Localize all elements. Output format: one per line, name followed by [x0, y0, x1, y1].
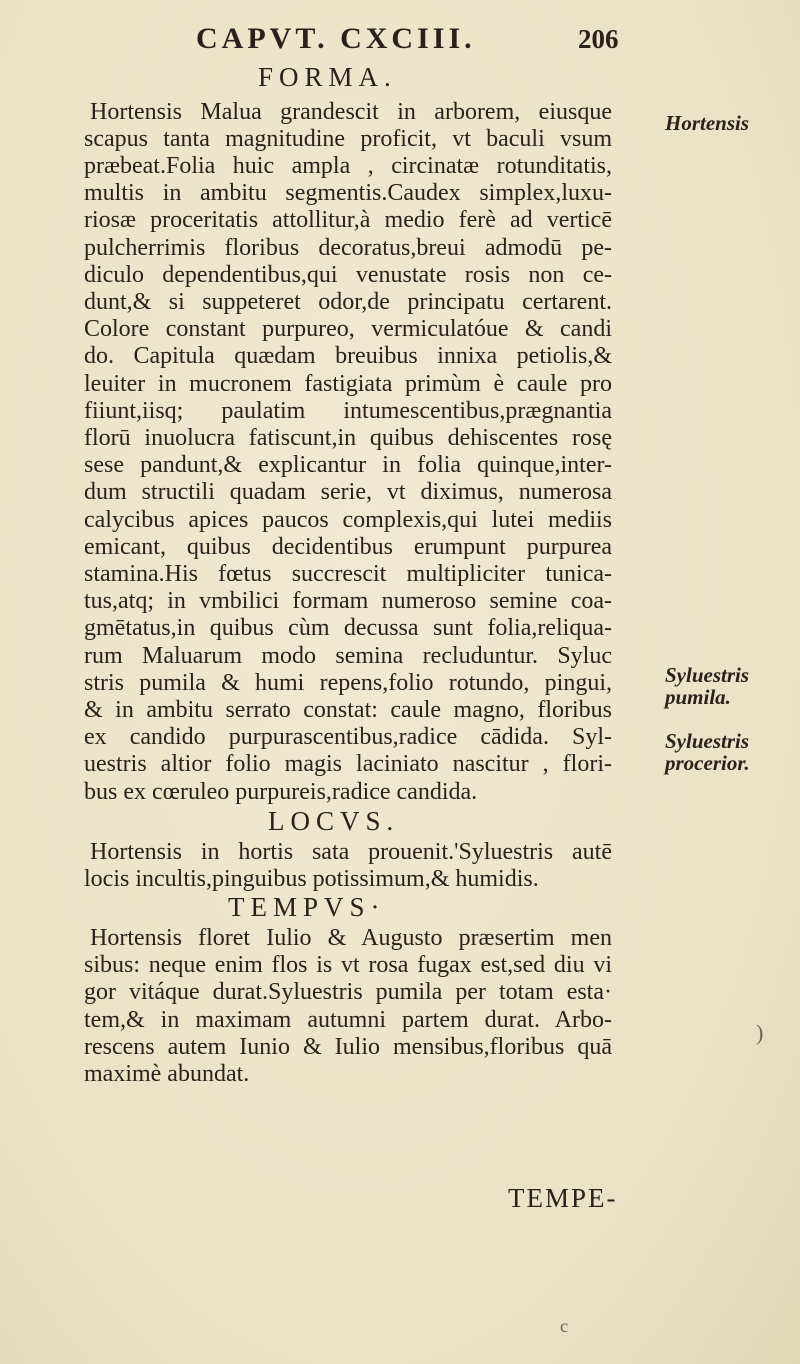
text-line: maximè abundat. [84, 1061, 250, 1087]
marginal-note-syluestris-pumila: Syluestris [665, 663, 750, 687]
text-line: Hortensis Malua grandescit in arborem, eiusque [90, 99, 612, 125]
text-line: sibus: neque enim flos is vt rosa fugax est,sed diu vi [84, 952, 612, 978]
text-line: stris pumila & humi repens,folio rotundo, pingui, [84, 670, 612, 696]
text-line: do. Capitula quædam breuibus innixa petiolis,& [84, 343, 612, 369]
text-line: uestris altior folio magis laciniato nascitur , flori- [84, 751, 612, 777]
text-line: Hortensis floret Iulio & Augusto præsertim men [90, 925, 612, 951]
text-line: leuiter in mucronem fastigiata primùm è caule pro [84, 371, 612, 397]
text-line: dunt,& si suppeteret odor,de principatu certarent. [84, 289, 612, 315]
stray-c-mark: c [560, 1316, 568, 1336]
marginal-note-procerior: procerior. [665, 751, 750, 775]
text-line: fiiunt,iisq; paulatim intumescentibus,prægnantia [84, 398, 612, 424]
text-line: florū inuolucra fatiscunt,in quibus dehiscentes rosę [84, 425, 612, 451]
marginal-note-pumila: pumila. [665, 685, 731, 709]
section-heading-locus: LOCVS. [268, 806, 400, 836]
text-line: rum Maluarum modo semina recluduntur. Syluc [84, 643, 612, 669]
chapter-header: CAPVT. CXCIII. [196, 22, 476, 55]
section-heading-tempus: TEMPVS· [228, 892, 386, 922]
marginal-note-syluestris-procerior: Syluestris [665, 729, 750, 753]
text-line: multis in ambitu segmentis.Caudex simplex,luxu- [84, 180, 612, 206]
text-line: stamina.His fœtus succrescit multipliciter tunica- [84, 561, 612, 587]
text-line: Hortensis in hortis sata prouenit.'Syluestris autē [90, 839, 612, 865]
text-line: sese pandunt,& explicantur in folia quinque,inter- [84, 452, 612, 478]
text-line: præbeat.Folia huic ampla , circinatæ rotunditatis, [84, 153, 612, 179]
text-line: bus ex cœruleo purpureis,radice candida. [84, 779, 478, 805]
text-line: Colore constant purpureo, vermiculatóue & candi [84, 316, 612, 342]
catchword: TEMPE- [508, 1183, 618, 1213]
text-line: pulcherrimis floribus decoratus,breui admodū pe- [84, 235, 612, 261]
text-line: diculo dependentibus,qui venustate rosis non ce- [84, 262, 612, 288]
text-line: tem,& in maximam autumni partem durat. Arbo- [84, 1007, 612, 1033]
text-line: gmētatus,in quibus cùm decussa sunt folia,reliqua- [84, 615, 612, 641]
text-line: emicant, quibus decidentibus erumpunt purpurea [84, 534, 612, 560]
text-line: ex candido purpurascentibus,radice cādida. Syl- [84, 724, 612, 750]
text-line: calycibus apices paucos complexis,qui lutei mediis [84, 507, 612, 533]
text-line: gor vitáque durat.Syluestris pumila per totam esta· [84, 979, 612, 1005]
text-line: scapus tanta magnitudine proficit, vt baculi vsum [84, 126, 612, 152]
section-heading-forma: FORMA. [258, 62, 397, 92]
text-line: tus,atq; in vmbilici formam numeroso semine coa- [84, 588, 612, 614]
text-line: rescens autem Iunio & Iulio mensibus,floribus quā [84, 1034, 612, 1060]
marginal-note-hortensis: Hortensis [665, 111, 750, 135]
text-line: locis incultis,pinguibus potissimum,& humidis. [84, 866, 539, 892]
text-line: dum structili quadam serie, vt diximus, numerosa [84, 479, 612, 505]
text-line: riosæ proceritatis attollitur,à medio ferè ad verticē [84, 207, 612, 233]
stray-bracket-mark: ) [756, 1020, 764, 1045]
text-line: & in ambitu serrato constat: caule magno, floribus [84, 697, 612, 723]
page-number: 206 [578, 24, 619, 54]
